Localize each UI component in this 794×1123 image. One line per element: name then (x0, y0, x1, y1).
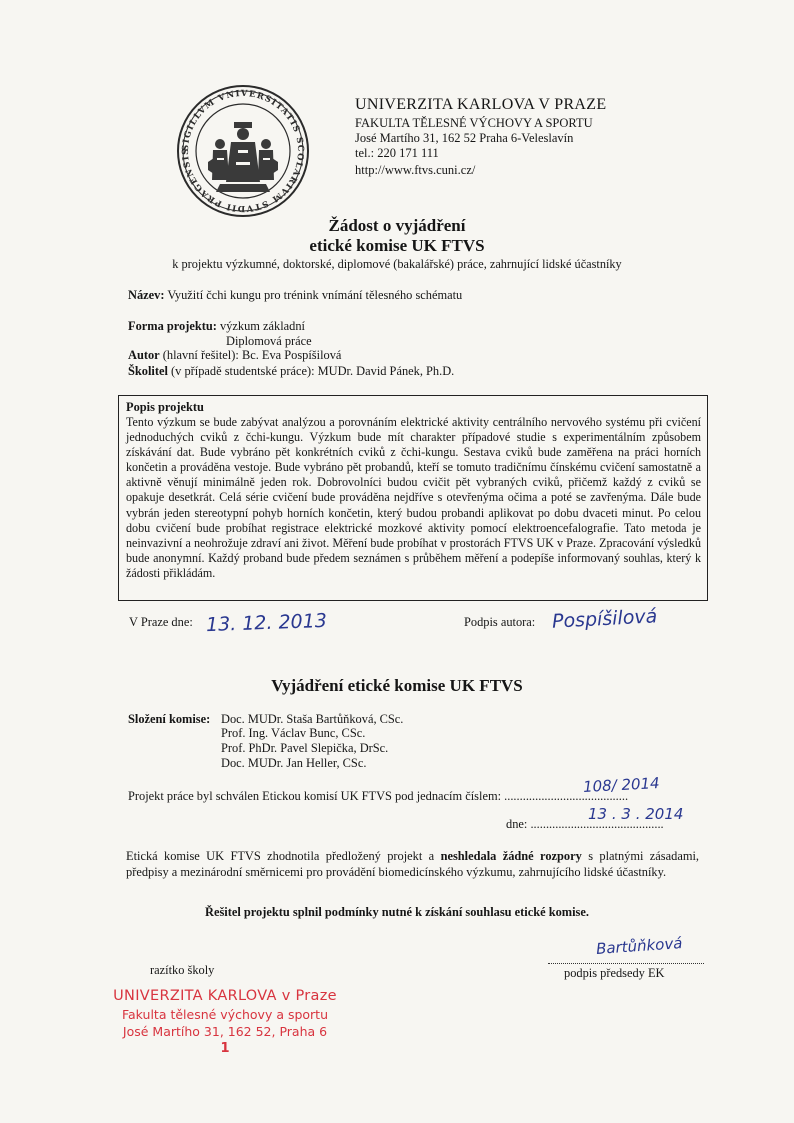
stamp-line1: UNIVERZITA KARLOVA v Praze (113, 988, 337, 1004)
supervisor-row (128, 364, 454, 379)
description-text: Tento výzkum se bude zabývat analýzou a porovnáním elektrické aktivity centrálního nervového systému při cvičení jednoduchých cviků z čchi-kungu. Výzkum bude mít charakter případové studie s experimentálním způsobem získávání dat. Bude vybráno pět konkrétních cviků z čchi-kungu. Sestava cviků bude zaměřena na práci horních končetin a prováděna vestoje. Bude vybráno pět probandů, kteří se tomuto tradičnímu čínskému cvičení samostatně a aktivně věnují minimálně jeden rok. Dobrovolníci budou cvičit pět vybraných cviků, přičemž každý z cviků se opakuje desetkrát. Celá série cvičení bude prováděna nejdříve s otevřenýma očima a poté se zavřenýma. Dále bude vybrán jeden stereotypní pohyb horních končetin, který budou probandi aplikovat po dobu dvaceti minut. Po celou dobu cvičení bude probíhat registrace elektrické mozkové aktivity pomocí elektroencefalografie. Tato metoda je neinvazivní a neohrožuje zdraví ani život. Měření bude probíhat v prostorách FTVS UK v Praze. Zpracování výsledků bude anonymní. Každý proband bude předem seznámen s průběhem měření a podepíše informovaný souhlas, který k žádosti přikládám. (126, 415, 701, 580)
approval-dots: ........................................ (504, 789, 629, 803)
description-title: Popis projektu (126, 400, 204, 414)
author-suffix: (hlavní řešitel): (162, 348, 239, 362)
committee-members-label (128, 712, 210, 727)
university-seal (176, 84, 310, 218)
evaluation-bold: neshledala žádné rozpory (440, 849, 582, 863)
request-subtitle: k projektu výzkumné, doktorské, diplomové (bakalářské) práce, zahrnující lidské účastníky (172, 257, 622, 271)
supervisor-suffix: (v případě studentské práce): (171, 364, 315, 378)
university-name: UNIVERZITA KARLOVA V PRAZE (355, 96, 607, 113)
author-label: Autor (128, 348, 160, 362)
approval-date-label: dne: (506, 817, 528, 831)
website: http://www.ftvs.cuni.cz/ (355, 163, 476, 177)
project-form-value1: výzkum základní (220, 319, 306, 333)
approval-date-value: 13 . 3 . 2014 (588, 805, 684, 823)
committee-member: Doc. MUDr. Jan Heller, CSc. (221, 756, 367, 770)
committee-member: Doc. MUDr. Staša Bartůňková, CSc. (221, 712, 404, 726)
project-form-row (128, 319, 305, 334)
reference-number: 108/ 2014 (582, 774, 661, 796)
faculty-name: FAKULTA TĚLESNÉ VÝCHOVY A SPORTU (355, 116, 593, 130)
author-signature-label: Podpis autora: (464, 615, 536, 629)
stamp-label: razítko školy (150, 963, 215, 977)
chair-label: podpis předsedy EK (564, 966, 665, 980)
stamp-line4: 1 (220, 1041, 230, 1056)
stamp-line2: Fakulta tělesné výchovy a sportu (121, 1007, 329, 1022)
project-description-box (118, 395, 708, 601)
project-form-value2: Diplomová práce (226, 334, 312, 348)
approval-row (128, 789, 628, 804)
committee-member: Prof. PhDr. Pavel Slepička, DrSc. (221, 741, 389, 755)
project-name-row (128, 288, 462, 303)
stamp-line3: José Martího 31, 162 52, Praha 6 (122, 1024, 328, 1039)
author-signature: Pospíšilová (551, 605, 658, 633)
request-title-line2: etické komise UK FTVS (309, 236, 485, 255)
address: José Martího 31, 162 52 Praha 6-Veleslavín (355, 131, 574, 145)
committee-title: Vyjádření etické komise UK FTVS (271, 676, 523, 695)
approval-date-dots: ........................................... (530, 817, 664, 831)
supervisor-label: Školitel (128, 364, 168, 378)
signature-line (548, 963, 704, 964)
project-name-value: Využití čchi kungu pro trénink vnímání tělesného schématu (167, 288, 463, 302)
evaluation-paragraph (126, 848, 699, 880)
author-value: Bc. Eva Pospíšilová (241, 348, 342, 362)
committee-member: Prof. Ing. Václav Bunc, CSc. (221, 726, 366, 740)
seal-text: SIGILLVM VNIVERSITATIS SCOLARIVM STVDII PRAGENSIS (180, 88, 306, 214)
supervisor-value: MUDr. David Pánek, Ph.D. (317, 364, 455, 378)
approval-text: Projekt práce byl schválen Etickou komisí UK FTVS pod jednacím číslem: (128, 789, 502, 803)
request-title-line1: Žádost o vyjádření (328, 216, 466, 235)
handwritten-date: 13. 12. 2013 (205, 609, 328, 637)
project-form-label: Forma projektu: (128, 319, 217, 333)
chair-signature: Bartůňková (595, 934, 684, 958)
phone: tel.: 220 171 111 (355, 146, 439, 160)
author-row (128, 348, 341, 363)
evaluation-suffix: s platnými zásadami, předpisy a mezinárodní směrnicemi pro provádění biomedicínského výzkumu, zahrnujícího lidské účastníky. (126, 849, 699, 879)
faculty-stamp (110, 988, 340, 1056)
members-label-text: Složení komise: (128, 712, 211, 726)
date-label: V Praze dne: (129, 615, 193, 629)
project-name-label: Název: (128, 288, 165, 302)
conclusion: Řešitel projektu splnil podmínky nutné k získání souhlasu etické komise. (205, 905, 589, 919)
evaluation-prefix: Etická komise UK FTVS zhodnotila předložený projekt a (126, 849, 435, 863)
